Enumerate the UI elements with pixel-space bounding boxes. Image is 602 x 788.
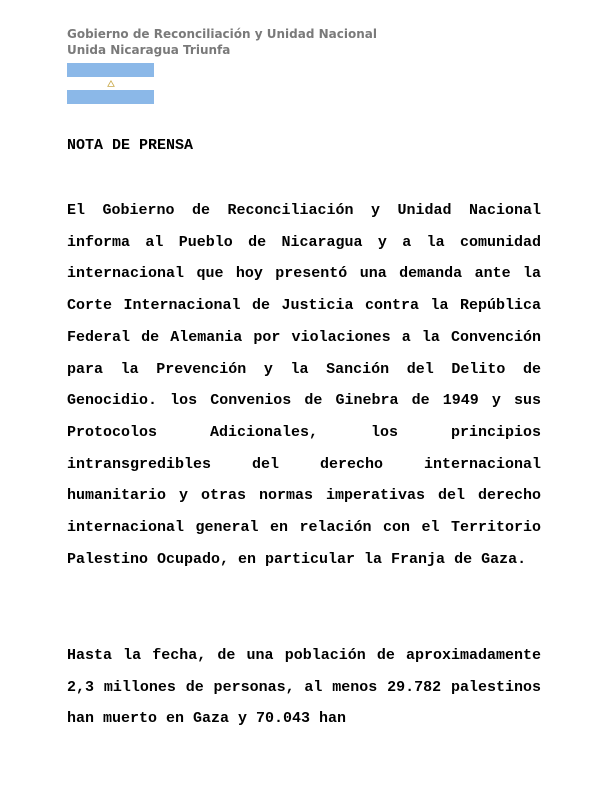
document-title: NOTA DE PRENSA bbox=[67, 137, 194, 154]
paragraph-2: Hasta la fecha, de una población de aproximadamente 2,3 millones de personas, al menos 29.782 palestinos han muerto en Gaza y 70.043 han bbox=[67, 647, 541, 728]
letterhead-slogan: Unida Nicaragua Triunfa bbox=[67, 43, 231, 57]
flag-stripe-bottom bbox=[67, 90, 154, 104]
paragraph-1: El Gobierno de Reconciliación y Unidad Nacional informa al Pueblo de Nicaragua y a la comunidad internacional que hoy presentó una demanda ante la Corte Internacional de Justicia contra la República Federal de Alemania por violaciones a la Convención para la Prevención y la Sanción del Delito de Genocidio. los Convenios de Ginebra de 1949 y sus Protocolos Adicionales, los principios intransgredibles del derecho internacional humanitario y otras normas imperativas del derecho internacional general en relación con el Territorio Palestino Ocupado, en particular la Franja de Gaza. bbox=[67, 202, 541, 568]
flag-stripe-top bbox=[67, 63, 154, 77]
letterhead bbox=[67, 26, 377, 58]
flag-emblem-icon bbox=[107, 80, 115, 88]
letterhead-government-name: Gobierno de Reconciliación y Unidad Nacional bbox=[67, 27, 377, 41]
nicaragua-flag-icon bbox=[67, 63, 154, 104]
flag-stripe-middle bbox=[67, 77, 154, 91]
